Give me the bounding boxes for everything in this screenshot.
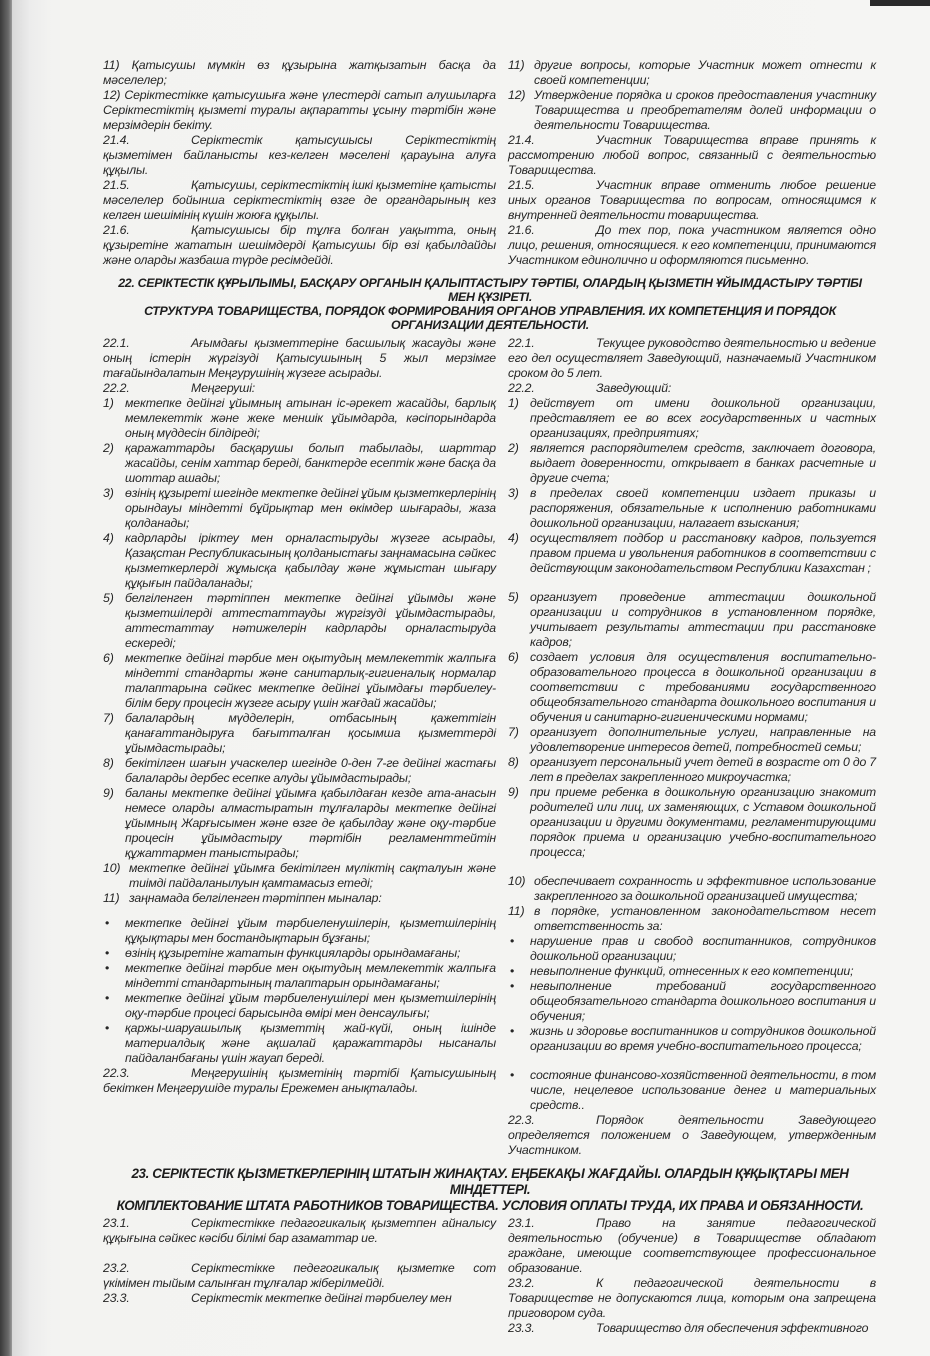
paragraph-number: 21.6. <box>103 223 130 237</box>
item-text: балалардың мүдделерін, отбасының қажеттігін қанағаттандыруға бағытталған қосымша қызметтерді ұйымдастырады; <box>125 711 496 755</box>
list-item <box>103 786 496 861</box>
bullet-item <box>103 1021 496 1066</box>
bullet-item <box>103 961 496 991</box>
bullet-text: нарушение прав и свобод воспитанников, сотрудников дошкольной организации; <box>530 934 876 963</box>
item-marker: 11) <box>508 58 525 72</box>
kz-duties-list <box>103 396 496 906</box>
bullet-item <box>103 916 496 946</box>
item-marker: 11) <box>103 891 120 905</box>
section-23-heading <box>95 1166 885 1214</box>
item-marker: 5) <box>103 591 114 605</box>
item-text: қаражаттарды басқарушы болып табылады, шарттар жасайды, сенім хаттар береді, банктерде есептік және басқа да шоттар ашады; <box>125 441 496 485</box>
item-text: Утверждение порядка и сроков предоставления участнику Товарищества и преобретателям долей информации о деятельности Товарищества. <box>534 88 876 132</box>
bullet-text: мектепке дейінгі ұйым тәрбиеленушілерін, қызметшілерінің құқықтары мен бостандықтарын бұзғаны; <box>125 916 496 945</box>
item-marker: 2) <box>508 441 519 455</box>
item-marker: 1) <box>103 396 114 410</box>
paragraph-number: 22.2. <box>508 381 535 395</box>
item-marker: 6) <box>103 651 114 665</box>
paragraph-text: Қатысушысы бір тұлға болған уақытта, оның құзыретіне жататын шешімдерді Қатысушы бір өзі қабылдайды және оларды жазбаша түрде ресімдейді. <box>103 223 496 267</box>
kz-paragraph-22-1 <box>103 336 496 381</box>
paragraph-number: 23.3. <box>508 1321 535 1335</box>
item-text: в порядке, установленном законодательством несет ответственность за: <box>534 904 876 933</box>
item-text: обеспечивает сохранность и эффективное использование закрепленного за дошкольной организацией имущества; <box>534 874 876 903</box>
list-item <box>103 486 496 531</box>
item-text: создает условия для осуществления воспитательно-образовательного процесса в дошкольной организации в соответствии с требованиями государственного общеобязательного стандарта дошкольного воспитания и обучения и санитарно-гигиеническими нормами; <box>530 650 876 724</box>
paragraph-text: Право на занятие педагогической деятельностью (обучение) в Товариществе обладают граждане, имеющие соответствующее профессиональное образование. <box>508 1216 876 1275</box>
item-marker: 1) <box>508 396 519 410</box>
bullet-icon: • <box>105 946 110 960</box>
bullet-item <box>508 1024 876 1054</box>
paragraph-number: 22.1. <box>508 336 535 350</box>
list-item <box>103 441 496 486</box>
paragraph-text: Участник Товарищества вправе принять к рассмотрению любой вопрос, связанный с деятельностью Товарищества. <box>508 133 876 177</box>
item-text: өзінің құзыреті шегінде мектепке дейінгі ұйым қызметкерлерінің орындауы міндетті бұйрықтар мен өкімдер шығарады, жаза қолданады; <box>125 486 496 530</box>
paragraph-text: Товарищество для обеспечения эффективного <box>596 1321 869 1335</box>
paragraph-number: 21.6. <box>508 223 535 237</box>
bullet-icon: • <box>510 1024 515 1038</box>
item-text: организует персональный учет детей в возрасте от 0 до 7 лет в пределах закрепленного микроучастка; <box>530 755 876 784</box>
section-21-kz <box>103 58 496 268</box>
item-marker: 8) <box>508 755 519 769</box>
list-item <box>508 755 876 785</box>
section-23-ru <box>508 1216 876 1336</box>
binder-edge <box>0 0 12 1356</box>
bullet-icon: • <box>105 961 110 975</box>
section-21 <box>103 58 876 268</box>
bullet-icon: • <box>510 964 515 978</box>
bullet-item <box>103 946 496 961</box>
paragraph-text: Участник вправе отменить любое решение иных органов Товарищества по вопросам, относящимся к внутренней деятельности товарищества. <box>508 178 876 222</box>
paragraph-number: 21.4. <box>103 133 130 147</box>
item-marker: 6) <box>508 650 519 664</box>
item-text: бекітілген шағын учаскелер шегінде 0-ден 7-ге дейінгі жастағы балаларды дербес есепке алуды ұйымдастырады; <box>125 756 496 785</box>
item-text: баланы мектепке дейінгі ұйымға қабылдаған кезде ата-анасын немесе оларды алмастыратын тұлғаларды мектепке дейінгі ұйымның Жарғысымен және өзге де қабылдау және оқу-тәрбие процесін ұйымдастыру тәртібін регламенттейтін құжаттармен таныстырады; <box>125 786 496 860</box>
paragraph-number: 23.2. <box>508 1276 535 1290</box>
list-item <box>103 531 496 591</box>
kz-paragraph-21-4 <box>103 133 496 178</box>
list-item <box>103 756 496 786</box>
list-item <box>508 531 876 576</box>
ru-paragraph-21-6 <box>508 223 876 268</box>
bullet-item <box>508 979 876 1024</box>
bullet-text: мектепке дейінгі тәрбие мен оқытудың мемлекеттік жалпыға міндетті стандартының талаптарын орындамағаны; <box>125 961 496 990</box>
bullet-text: невыполнение функций, отнесенных к его компетенции; <box>530 964 854 978</box>
item-marker: 4) <box>103 531 114 545</box>
item-text: мектепке дейінгі ұйымға бекітілген мүліктің сақталуын және тиімді пайдаланылуын қамтамасыз етеді; <box>129 861 496 890</box>
list-item <box>508 486 876 531</box>
item-text: заңнамада белгіленген тәртіппен мыналар: <box>129 891 382 905</box>
bullet-item <box>508 964 876 979</box>
ru-duties-list <box>508 396 876 934</box>
paragraph-number: 22.3. <box>508 1113 535 1127</box>
list-item <box>103 396 496 441</box>
item-marker: 9) <box>508 785 519 799</box>
ru-paragraph-23-1 <box>508 1216 876 1276</box>
ru-paragraph-22-2 <box>508 381 876 396</box>
bullet-text: мектепке дейінгі ұйым тәрбиеленушілері мен қызметшілерінің оқу-тәрбие процесі барысында өмірі мен денсаулығы; <box>125 991 496 1020</box>
ru-responsibility-list <box>508 934 876 1113</box>
kz-paragraph-22-2 <box>103 381 496 396</box>
item-text: белгіленген тәртіппен мектепке дейінгі ұйымды және қызметшілерді аттестаттауды жүргізуді ұйымдастырады, аттестаттау нәтижелерін кадрларды орналастыруда ескереді; <box>125 591 496 650</box>
item-text: является распорядителем средств, заключает договора, выдает доверенности, открывает в банках расчетные и другие счета; <box>530 441 876 485</box>
bullet-icon: • <box>105 1021 110 1035</box>
bullet-text: жизнь и здоровье воспитанников и сотрудников дошкольной организации во время учебно-воспитательного процесса; <box>530 1024 876 1053</box>
paragraph-number: 22.3. <box>103 1066 130 1080</box>
bullet-icon: • <box>105 991 110 1005</box>
bullet-icon: • <box>105 916 110 930</box>
item-marker: 2) <box>103 441 114 455</box>
item-marker: 9) <box>103 786 114 800</box>
list-item <box>508 874 876 904</box>
item-marker: 5) <box>508 590 519 604</box>
kz-paragraph-22-3 <box>103 1066 496 1096</box>
list-item <box>508 904 876 934</box>
paragraph-text: Меңгерушінің қызметінің тәртібі Қатысушының бекіткен Меңгерушіде туралы Ережемен анықталады. <box>103 1066 496 1095</box>
item-marker: 3) <box>508 486 519 500</box>
paragraph-text: Серіктестікке педегогикалық қызметке сот үкімімен тыйым салынған тұлғалар жіберілмейді. <box>103 1261 496 1290</box>
bullet-text: состояние финансово-хозяйственной деятельности, в том числе, нецелевое использование денег и материальных средств.. <box>530 1068 876 1112</box>
list-item <box>508 785 876 860</box>
heading-kz: 23. СЕРІКТЕСТІК ҚЫЗМЕТКЕРЛЕРІНІҢ ШТАТЫН ЖИНАҚТАУ. ЕҢБЕКАҚЫ ЖАҒДАЙЫ. ОЛАРДЫН ҚҰҚЫҚТАРЫ МЕН МІНДЕТТЕРІ. <box>131 1166 849 1197</box>
heading-ru-line-2: ОРГАНИЗАЦИИ ДЕЯТЕЛЬНОСТИ. <box>391 318 589 332</box>
bullet-icon: • <box>510 934 515 948</box>
paragraph-number: 22.2. <box>103 381 130 395</box>
section-22-kz <box>103 336 496 1158</box>
bullet-text: өзінің құзыретіне жататын функцияларды орындамағаны; <box>125 946 461 960</box>
list-item <box>103 891 496 906</box>
kz-item-12: 12) Серіктестікке қатысушыға және үлестерді сатып алушыларға Серіктестіктің қызметі туралы ақпаратты ұсыну тәртібін және мерзімдерін бекіту. <box>103 88 496 132</box>
heading-ru-line-1: СТРУКТУРА ТОВАРИЩЕСТВА, ПОРЯДОК ФОРМИРОВАНИЯ ОРГАНОВ УПРАВЛЕНИЯ. ИХ КОМПЕТЕНЦИЯ И ПОРЯДОК <box>144 304 836 318</box>
item-text: действует от имени дошкольной организации, представляет ее во всех государственных и частных организациях, предприятиях; <box>530 396 876 440</box>
item-marker: 4) <box>508 531 519 545</box>
paragraph-text: Текущее руководство деятельностью и ведение его дел осуществляет Заведующий, назначаемый Участником сроком до 5 лет. <box>508 336 876 380</box>
bullet-icon: • <box>510 1068 515 1082</box>
list-item <box>508 441 876 486</box>
item-text: в пределах своей компетенции издает приказы и распоряжения, обязательные к исполнению работниками дошкольной организации, налагает взыскания; <box>530 486 876 530</box>
section-22-heading <box>95 276 885 332</box>
item-text: организует дополнительные услуги, направленные на удовлетворение интересов детей, потребностей семьи; <box>530 725 876 754</box>
ru-item-12 <box>508 88 876 133</box>
item-text: организует проведение аттестации дошкольной организации и сотрудников в установленном порядке, учитывает результаты аттестации при расстановке кадров; <box>530 590 876 649</box>
ru-paragraph-23-3 <box>508 1321 876 1336</box>
item-text: осуществляет подбор и расстановку кадров, пользуется правом приема и увольнения работников в соответствии с действующим законодательством Республики Казахстан ; <box>530 531 876 575</box>
ru-item-11 <box>508 58 876 88</box>
paragraph-number: 21.4. <box>508 133 535 147</box>
list-item <box>103 711 496 756</box>
list-item <box>103 861 496 891</box>
kz-paragraph-21-6 <box>103 223 496 268</box>
item-marker: 12) <box>508 88 526 102</box>
list-item <box>508 650 876 725</box>
heading-kz-line-2: МЕН ҚҰЗІРЕТІ. <box>448 290 532 304</box>
ru-paragraph-22-1 <box>508 336 876 381</box>
item-marker: 3) <box>103 486 114 500</box>
bullet-text: невыполнение требований государственного общеобязательного стандарта дошкольного воспитания и обучения; <box>530 979 876 1023</box>
document-page <box>12 0 930 1356</box>
paragraph-text: Қатысушы, серіктестіктің ішкі қызметіне қатысты мәселелер бойынша серіктестіктің өзге де органдарының кез келген шешімінің күшін жоюға құқылы. <box>103 178 496 222</box>
paragraph-text: Серіктестік мектепке дейінгі тәрбиелеу мен <box>191 1291 452 1305</box>
section-22-ru <box>508 336 876 1158</box>
paragraph-number: 23.1. <box>103 1216 130 1230</box>
item-marker: 7) <box>508 725 519 739</box>
item-marker: 10) <box>508 874 526 888</box>
kz-responsibility-list <box>103 916 496 1066</box>
paragraph-number: 23.3. <box>103 1291 130 1305</box>
item-text: другие вопросы, которые Участник может отнести к своей компетенции; <box>534 58 876 87</box>
paragraph-text: Серіктестікке педагогикалық қызметпен айналысу құқығына сәйкес кәсіби білімі бар азаматтар ие. <box>103 1216 496 1245</box>
heading-ru: КОМПЛЕКТОВАНИЕ ШТАТА РАБОТНИКОВ ТОВАРИЩЕСТВА. УСЛОВИЯ ОПЛАТЫ ТРУДА, ИХ ПРАВА И ОБЯЗАННОСТИ. <box>116 1198 864 1213</box>
list-item <box>508 725 876 755</box>
paragraph-text: Заведующий: <box>596 381 672 395</box>
paragraph-number: 21.5. <box>103 178 130 192</box>
kz-paragraph-21-5 <box>103 178 496 223</box>
ru-paragraph-22-3 <box>508 1113 876 1158</box>
paragraph-text: К педагогической деятельности в Товариществе не допускаются лица, которым она запрещена приговором суда. <box>508 1276 876 1320</box>
ru-paragraph-21-5 <box>508 178 876 223</box>
bullet-icon: • <box>510 979 515 993</box>
section-23-kz <box>103 1216 496 1336</box>
paragraph-number: 22.1. <box>103 336 130 350</box>
item-marker: 8) <box>103 756 114 770</box>
paragraph-number: 21.5. <box>508 178 535 192</box>
item-text: мектепке дейінгі тәрбие мен оқытудың мемлекеттік жалпыға міндетті стандарты және санитарлық-гигиеналық нормалар талаптарына сәйкес мектепке дейінгі ұйымдағы тәрбиелеу-білім беру процесін жүзеге асыру үшін жағдай жасайды; <box>125 651 496 710</box>
paragraph-text: Порядок деятельности Заведующего определяется положением о Заведующем, утвержденным Участником. <box>508 1113 876 1157</box>
item-marker: 10) <box>103 861 121 875</box>
item-marker: 11) <box>508 904 525 918</box>
item-marker: 7) <box>103 711 114 725</box>
list-item <box>103 651 496 711</box>
kz-paragraph-23-2 <box>103 1261 496 1291</box>
list-item <box>508 590 876 650</box>
bullet-text: қаржы-шаруашылық қызметтің жай-күйі, оның ішінде материалдық және ақшалай қаражаттарды нысаналы пайдаланбағаны үшін жауап береді. <box>125 1021 496 1065</box>
scan-edge <box>870 0 930 6</box>
bullet-item <box>103 991 496 1021</box>
bullet-item <box>508 1068 876 1113</box>
ru-paragraph-23-2 <box>508 1276 876 1321</box>
heading-kz-line-1: 22. СЕРІКТЕСТІК ҚҰРЫЛЫМЫ, БАСҚАРУ ОРГАНЫН ҚАЛЫПТАСТЫРУ ТӘРТІБІ, ОЛАРДЫҢ ҚЫЗМЕТІН ҰЙЫМДАСТЫРУ ТӘРТІБІ <box>118 276 862 290</box>
paragraph-text: Ағымдағы қызметтеріне басшылық жасауды және оның істерін жүргізуді Қатысушының 5 жыл мерзімге тағайындалатын Меңгурушінің жүзеге асырады. <box>103 336 496 380</box>
paragraph-text: До тех пор, пока участником является одно лицо, решения, относящиеся. к его компетенции, принимаются Участником единолично и оформляются письменно. <box>508 223 876 267</box>
paragraph-number: 23.2. <box>103 1261 130 1275</box>
item-text: кадрларды іріктеу мен орналастыруды жүзеге асырады, Қазақстан Республикасының қолданыстағы заңнамасына сәйкес қызметкерлерді жұмысқа қабылдау және жұмыстан шығару құқығын пайдаланады; <box>125 531 496 590</box>
section-21-ru <box>508 58 876 268</box>
list-item <box>103 591 496 651</box>
item-text: мектепке дейінгі ұйымның атынан іс-әрекет жасайды, барлық мемлекеттік және жеке меншік ұйымдарда, кәсіпорындарда оның мүддесін білдіреді; <box>125 396 496 440</box>
section-23 <box>103 1216 876 1336</box>
kz-paragraph-23-3 <box>103 1291 496 1306</box>
list-item <box>508 396 876 441</box>
paragraph-text: Меңгеруші: <box>191 381 256 395</box>
item-text: при приеме ребенка в дошкольную организацию знакомит родителей или лиц, их заменяющих, с Уставом дошкольной организации и другими документами, регламентирующими порядок приема и организацию учебно-воспитательного процесса; <box>530 785 876 859</box>
kz-paragraph-23-1 <box>103 1216 496 1246</box>
section-22 <box>103 336 876 1158</box>
paragraph-number: 23.1. <box>508 1216 535 1230</box>
kz-item-11: 11) Қатысушы мүмкін өз құзырына жатқызатын басқа да мәселелер; <box>103 58 496 87</box>
bullet-item <box>508 934 876 964</box>
paragraph-text: Серіктестік қатысушысы Серіктестіктің қызметімен байланысты кез-келген мәселені қарауына алуға құқылы. <box>103 133 496 177</box>
ru-paragraph-21-4 <box>508 133 876 178</box>
